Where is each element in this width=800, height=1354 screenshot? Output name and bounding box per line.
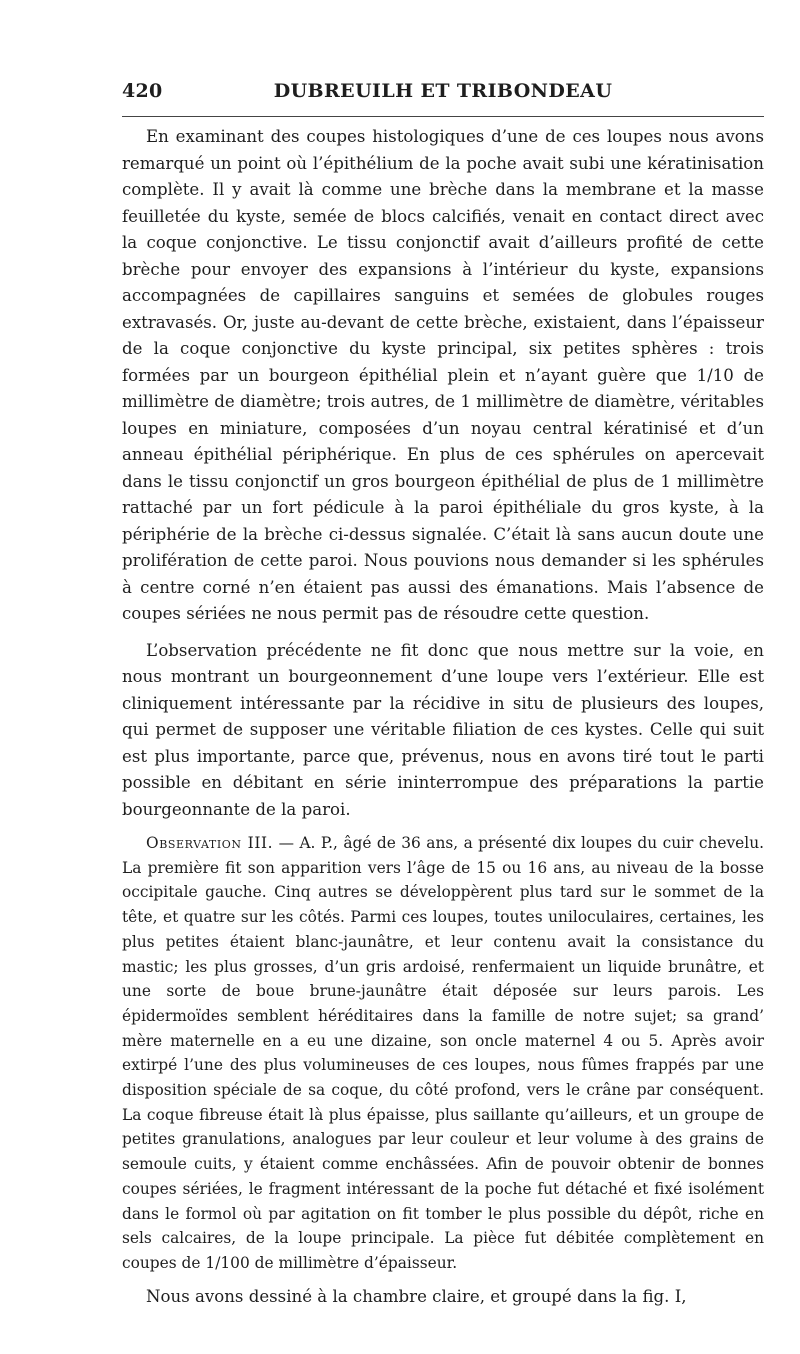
observation-dash: — xyxy=(273,834,300,852)
body-text xyxy=(122,124,764,1310)
page-number: 420 xyxy=(122,80,163,102)
paragraph: Nous avons dessiné à la chambre claire, et groupé dans la fig. I, xyxy=(146,1286,687,1306)
observation-paragraph xyxy=(122,831,764,1276)
observation-label: Observation III. xyxy=(146,834,274,852)
observation-text: A. P., âgé de 36 ans, a présenté dix loupes du cuir chevelu. La première fit son apparition vers l’âge de 15 ou 16 ans, au niveau de la bosse occipitale gauche. Cinq autres se développèrent plus tard sur le sommet de la tête, et quatre sur les côtés. Parmi ces loupes, toutes uniloculaires, certaines, les plus petites étaient blanc-jaunâtre, et leur contenu avait la consistance du mastic; les plus grosses, d’un gris ardoisé, renfermaient un liquide brunâtre, et une sorte de boue brune-jaunâtre était déposée sur leurs parois. Les épidermoïdes semblent héréditaires dans la famille de notre sujet; sa grand’ mère maternelle en a eu une dizaine, son oncle maternel 4 ou 5. Après avoir extirpé l’une des plus volumineuses de ces loupes, nous fûmes frappés par une disposition spéciale de sa coque, du côté profond, vers le crâne par conséquent. La coque fibreuse était là plus épaisse, plus saillante qu’ailleurs, et un groupe de petites granulations, analogues par leur couleur et leur volume à des grains de semoule cuits, y étaient comme enchâssées. Afin de pouvoir obtenir de bonnes coupes sériées, le fragment intéressant de la poche fut détaché et fixé isolément dans le formol où par agitation on fit tomber le plus possible du dépôt, riche en sels calcaires, de la loupe principale. La pièce fut débitée complètement en coupes de 1/100 de millimètre d’épaisseur. xyxy=(122,834,764,1272)
page-header xyxy=(122,80,764,104)
paragraph: En examinant des coupes histologiques d’une de ces loupes nous avons remarqué un point où l’épithélium de la poche avait subi une kératinisation complète. Il y avait là comme une brèche dans la membrane et la masse feuilletée du kyste, semée de blocs calcifiés, venait en contact direct avec la coque conjonctive. Le tissu conjonctif avait d’ailleurs profité de cette brèche pour envoyer des expansions à l’intérieur du kyste, expansions accompagnées de capillaires sanguins et semées de globules rouges extravasés. Or, juste au-devant de cette brèche, existaient, dans l’épaisseur de la coque conjonctive du kyste principal, six petites sphères : trois formées par un bourgeon épithélial plein et n’ayant guère que 1/10 de millimètre de diamètre; trois autres, de 1 millimètre de diamètre, véritables loupes en miniature, composées d’un noyau central kératinisé et d’un anneau épithélial périphérique. En plus de ces sphérules on apercevait dans le tissu conjonctif un gros bourgeon épithélial de plus de 1 millimètre rattaché par un fort pédicule à la paroi épithéliale du gros kyste, à la périphérie de la brèche ci-dessus signalée. C’était là sans aucun doute une prolifération de cette paroi. Nous pouvions nous demander si les sphérules à centre corné n’en étaient pas aussi des émanations. Mais l’absence de coupes sériées ne nous permit pas de résoudre cette question. xyxy=(122,127,764,623)
running-head: DUBREUILH ET TRIBONDEAU xyxy=(273,80,613,102)
paragraph: L’observation précédente ne fit donc que nous mettre sur la voie, en nous montrant un bourgeonnement d’une loupe vers l’extérieur. Elle est cliniquement intéressante par la récidive in situ de plusieurs des loupes, qui permet de supposer une véritable filiation de ces kystes. Celle qui suit est plus importante, parce que, prévenus, nous en avons tiré tout le parti possible en débitant en série ininterrompue des préparations la partie bourgeonnante de la paroi. xyxy=(122,640,764,819)
header-rule xyxy=(122,116,764,117)
